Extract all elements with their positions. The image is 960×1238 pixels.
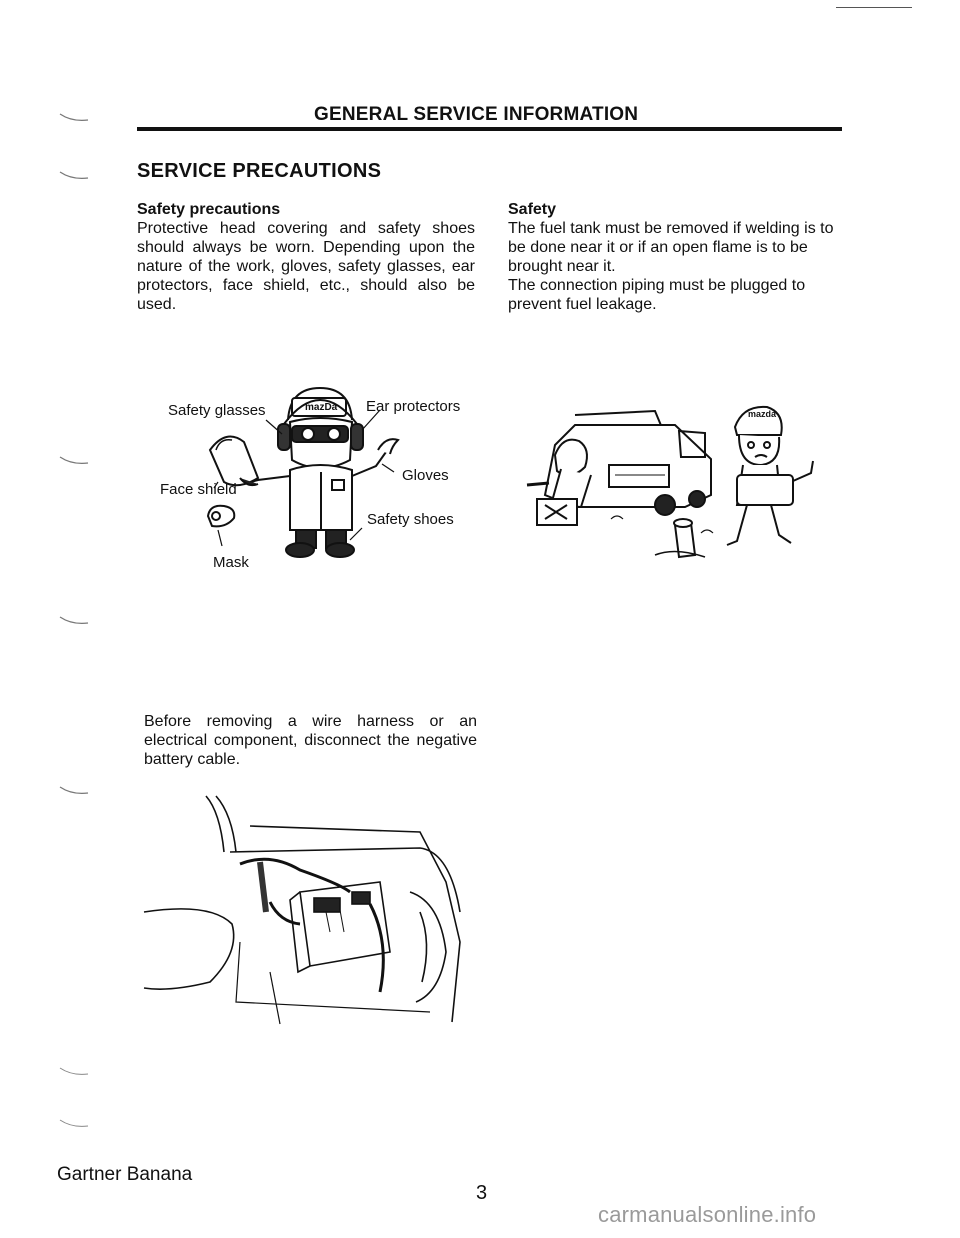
ppe-figure: [140, 380, 480, 580]
safety-precautions-body: Protective head covering and safety shoes should always be worn. Depending upon the nature of the work, gloves, safety glasses, ear protectors, face shield, etc., should also be used.: [137, 220, 475, 313]
binder-mark: [58, 455, 118, 475]
label-mask: Mask: [213, 554, 249, 571]
section-heading: SERVICE PRECAUTIONS: [137, 160, 382, 182]
label-gloves: Gloves: [402, 467, 449, 484]
page-header-title: GENERAL SERVICE INFORMATION: [314, 104, 639, 125]
binder-mark: [58, 1066, 118, 1086]
battery-note: Before removing a wire harness or an electrical component, disconnect the negative battery cable.: [144, 713, 477, 768]
binder-mark: [58, 170, 118, 190]
engine-bay-battery-illustration: [140, 792, 485, 1027]
label-safety-glasses: Safety glasses: [168, 402, 266, 419]
cap-logo: mazDa: [305, 402, 338, 413]
binder-mark: [58, 785, 118, 805]
page-number: 3: [476, 1182, 488, 1204]
label-face-shield: Face shield: [160, 481, 237, 498]
battery-figure: [140, 792, 485, 1027]
label-safety-shoes: Safety shoes: [367, 511, 454, 528]
fuel-tank-figure: [515, 395, 830, 570]
safety-block: [508, 201, 843, 314]
safety-precautions-block: [137, 201, 475, 314]
binder-mark: [58, 615, 118, 635]
safety-body-piping: The connection piping must be plugged to prevent fuel leakage.: [508, 277, 806, 313]
header-rule: [137, 127, 842, 131]
binder-mark: [58, 112, 118, 132]
footer-credit: Gartner Banana: [57, 1164, 193, 1185]
cap-logo-fuel: mazda: [747, 409, 776, 419]
label-ear-protectors: Ear protectors: [366, 398, 461, 415]
top-edge-rule: [836, 7, 912, 8]
safety-body-welding: The fuel tank must be removed if welding is to be done near it or if an open flame is to be brought near it.: [508, 220, 834, 275]
binder-mark: [58, 1118, 118, 1138]
watermark: carmanualsonline.info: [598, 1202, 817, 1227]
car-fuel-illustration: [515, 395, 830, 570]
safety-title: Safety: [508, 201, 557, 218]
safety-precautions-title: Safety precautions: [137, 201, 281, 218]
